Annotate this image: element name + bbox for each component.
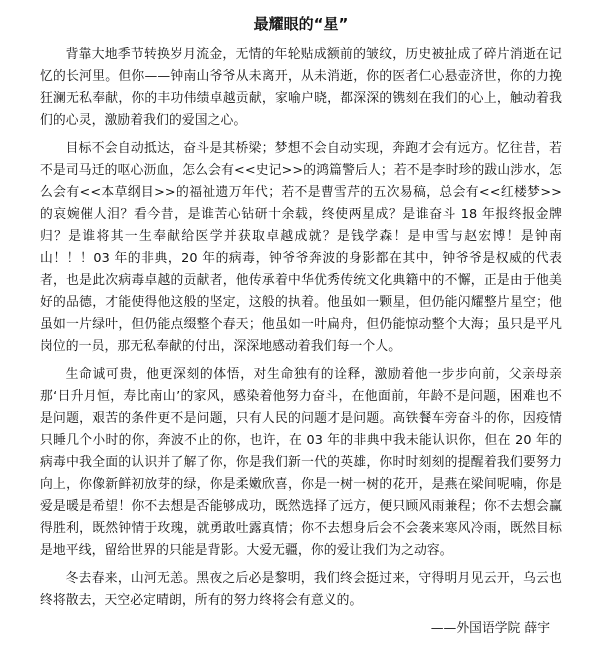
paragraph-2: 目标不会自动抵达，奋斗是其桥梁；梦想不会自动实现，奔跑才会有远方。忆往昔，若不是司马迁的呕心沥血，怎么会有<<史记>>的鸿篇警后人；若不是李时珍的跋山涉水，怎么会有<<本草纲目>>的福祉遗万年代；若不是曹雪芹的五次易稿，总会有<<红楼梦>>的哀婉催人泪？看今昔，是谁苦心钻研十余载，终使两星成？是谁奋斗 18 年报终报金牌归？是谁将其一生奉献给医学并获取卓越成就？是钱学森！是申雪与赵宏博！是钟南山！！！03 年的非典，20 年的病毒，钟爷爷奔波的身影都在其中，钟爷爷是权威的代表者，也是此次病毒卓越的贡献者，他传承着中华优秀传统文化典籍中的不懈，正是由于他美好的品德，才能使得他这般的坚定，这般的执着。他虽如一颗星，但仍能闪耀整片星空；他虽如一片绿叶，但仍能点缀整个春天；他虽如一叶扁舟，但仍能惊动整个大海；虽只是平凡岗位的一员，那无私奉献的付出，深深地感动着我们每一个人。	[40, 141, 562, 354]
paragraph-1: 背靠大地季节转换岁月流金，无情的年轮贴成额前的皱纹，历史被扯成了碎片消逝在记忆的长河里。但你——钟南山爷爷从未离开，从未消逝，你的医者仁心悬壶济世，你的力挽狂澜无私奉献，你的丰功伟绩卓越贡献，家喻户晓，都深深的镌刻在我们的心上，触动着我们的心灵，激励着我们的爱国之心。	[40, 47, 562, 128]
author-signature: ——外国语学院 薛宇	[430, 621, 550, 636]
paragraph-4: 冬去春来，山河无恙。黑夜之后必是黎明，我们终会挺过来，守得明月见云开，乌云也终将散去，天空必定晴朗，所有的努力终将会有意义的。	[40, 571, 562, 608]
article-title: 最耀眼的“星”	[253, 15, 349, 33]
paragraph-3: 生命诚可贵，他更深刻的体悟，对生命独有的诠释，激励着他一步步向前，父亲母亲那‘日升月恒，寿比南山’的家风，感染着他努力奋斗，在他面前，年龄不是问题，困难也不是问题，艰苦的条件更不是问题，只有人民的问题才是问题。高铁餐车旁奋斗的你，因疫情只睡几个小时的你，奔波不止的你，也许，在 03 年的非典中我未能认识你，但在 20 年的病毒中我全面的认识并了解了你，你是我们新一代的英雄，你时时刻刻的提醒着我们要努力向上，你像新鲜初放芽的绿，你是柔嫩欣喜，你是一树一树的花开，是燕在梁间呢喃，你是爱是暖是希望！你不去想是否能够成功，既然选择了远方，便只顾风雨兼程；你不去想会赢得胜利，既然钟情于玫瑰，就勇敢吐露真情；你不去想身后会不会袭来寒风冷雨，既然目标是地平线，留给世界的只能是背影。大爱无疆，你的爱让我们为之动容。	[40, 367, 562, 558]
